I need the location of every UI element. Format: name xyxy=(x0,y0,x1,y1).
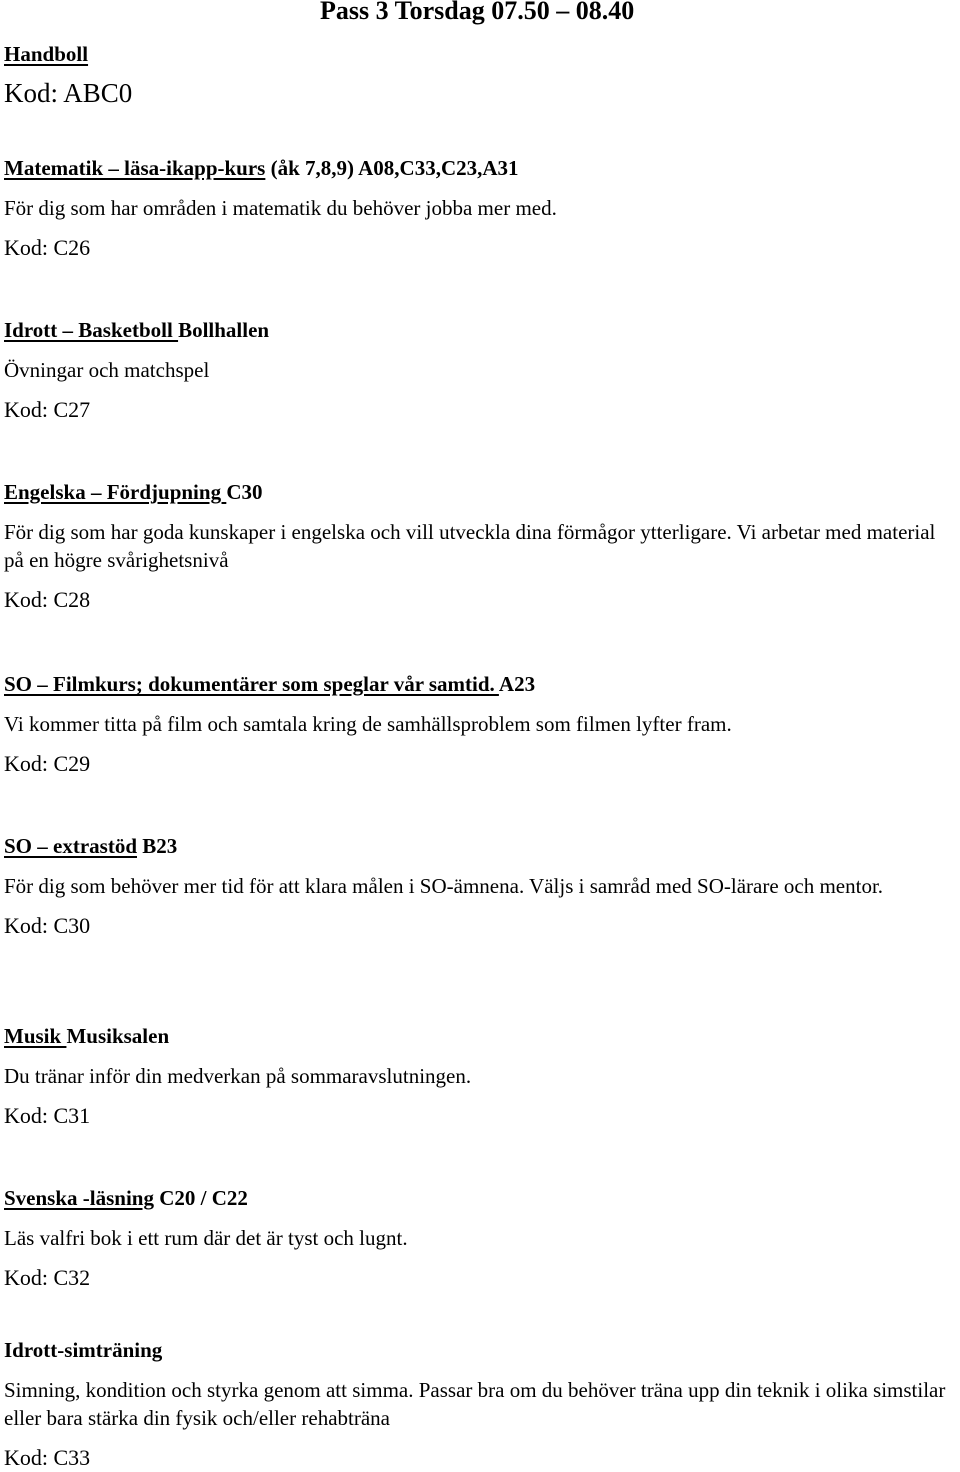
course-description: Du tränar inför din medverkan på sommaravslutningen. xyxy=(4,1064,472,1088)
course-description: För dig som har områden i matematik du behöver jobba mer med. xyxy=(4,196,557,220)
course-title: Idrott-simträning xyxy=(4,1338,163,1362)
course-description: Övningar och matchspel xyxy=(4,358,210,382)
course-engelska xyxy=(4,478,960,614)
course-code: Kod: C32 xyxy=(4,1265,91,1290)
course-code: Kod: ABC0 xyxy=(4,78,133,108)
course-title: Idrott – Basketboll Bollhallen xyxy=(4,318,270,342)
course-description: För dig som har goda kunskaper i engelska och vill utveckla dina förmågor ytterligare. Vi arbetar med material på en högre svårighetsnivå xyxy=(4,520,936,572)
course-code: Kod: C31 xyxy=(4,1103,91,1128)
course-title: Handboll xyxy=(4,42,89,66)
course-description: För dig som behöver mer tid för att klara målen i SO-ämnena. Väljs i samråd med SO-lärare och mentor. xyxy=(4,874,884,898)
course-title: SO – Filmkurs; dokumentärer som speglar vår samtid. A23 xyxy=(4,672,536,696)
course-description: Simning, kondition och styrka genom att simma. Passar bra om du behöver träna upp din teknik i olika simstilar eller bara stärka din fysik och/eller rehabträna xyxy=(4,1378,946,1430)
course-handboll xyxy=(4,40,960,110)
course-title: Musik Musiksalen xyxy=(4,1024,170,1048)
course-title: Engelska – Fördjupning C30 xyxy=(4,480,263,504)
course-code: Kod: C30 xyxy=(4,913,91,938)
course-title: Matematik – läsa-ikapp-kurs (åk 7,8,9) A08,C33,C23,A31 xyxy=(4,156,519,180)
course-description: Läs valfri bok i ett rum där det är tyst och lugnt. xyxy=(4,1226,408,1250)
course-code: Kod: C29 xyxy=(4,751,91,776)
course-matematik xyxy=(4,154,960,262)
course-code: Kod: C33 xyxy=(4,1445,91,1470)
course-code: Kod: C28 xyxy=(4,587,91,612)
course-musik xyxy=(4,1022,960,1130)
course-so-extrastod xyxy=(4,832,960,940)
pass-title: Pass 3 Torsdag 07.50 – 08.40 xyxy=(320,0,635,25)
course-description: Vi kommer titta på film och samtala kring de samhällsproblem som filmen lyfter fram. xyxy=(4,712,732,736)
course-basketboll xyxy=(4,316,960,424)
course-code: Kod: C26 xyxy=(4,235,91,260)
course-simtraning xyxy=(4,1336,960,1472)
course-title: Svenska -läsning C20 / C22 xyxy=(4,1186,248,1210)
course-code: Kod: C27 xyxy=(4,397,91,422)
course-svenska xyxy=(4,1184,960,1292)
course-filmkurs xyxy=(4,670,960,778)
course-title: SO – extrastöd B23 xyxy=(4,834,178,858)
